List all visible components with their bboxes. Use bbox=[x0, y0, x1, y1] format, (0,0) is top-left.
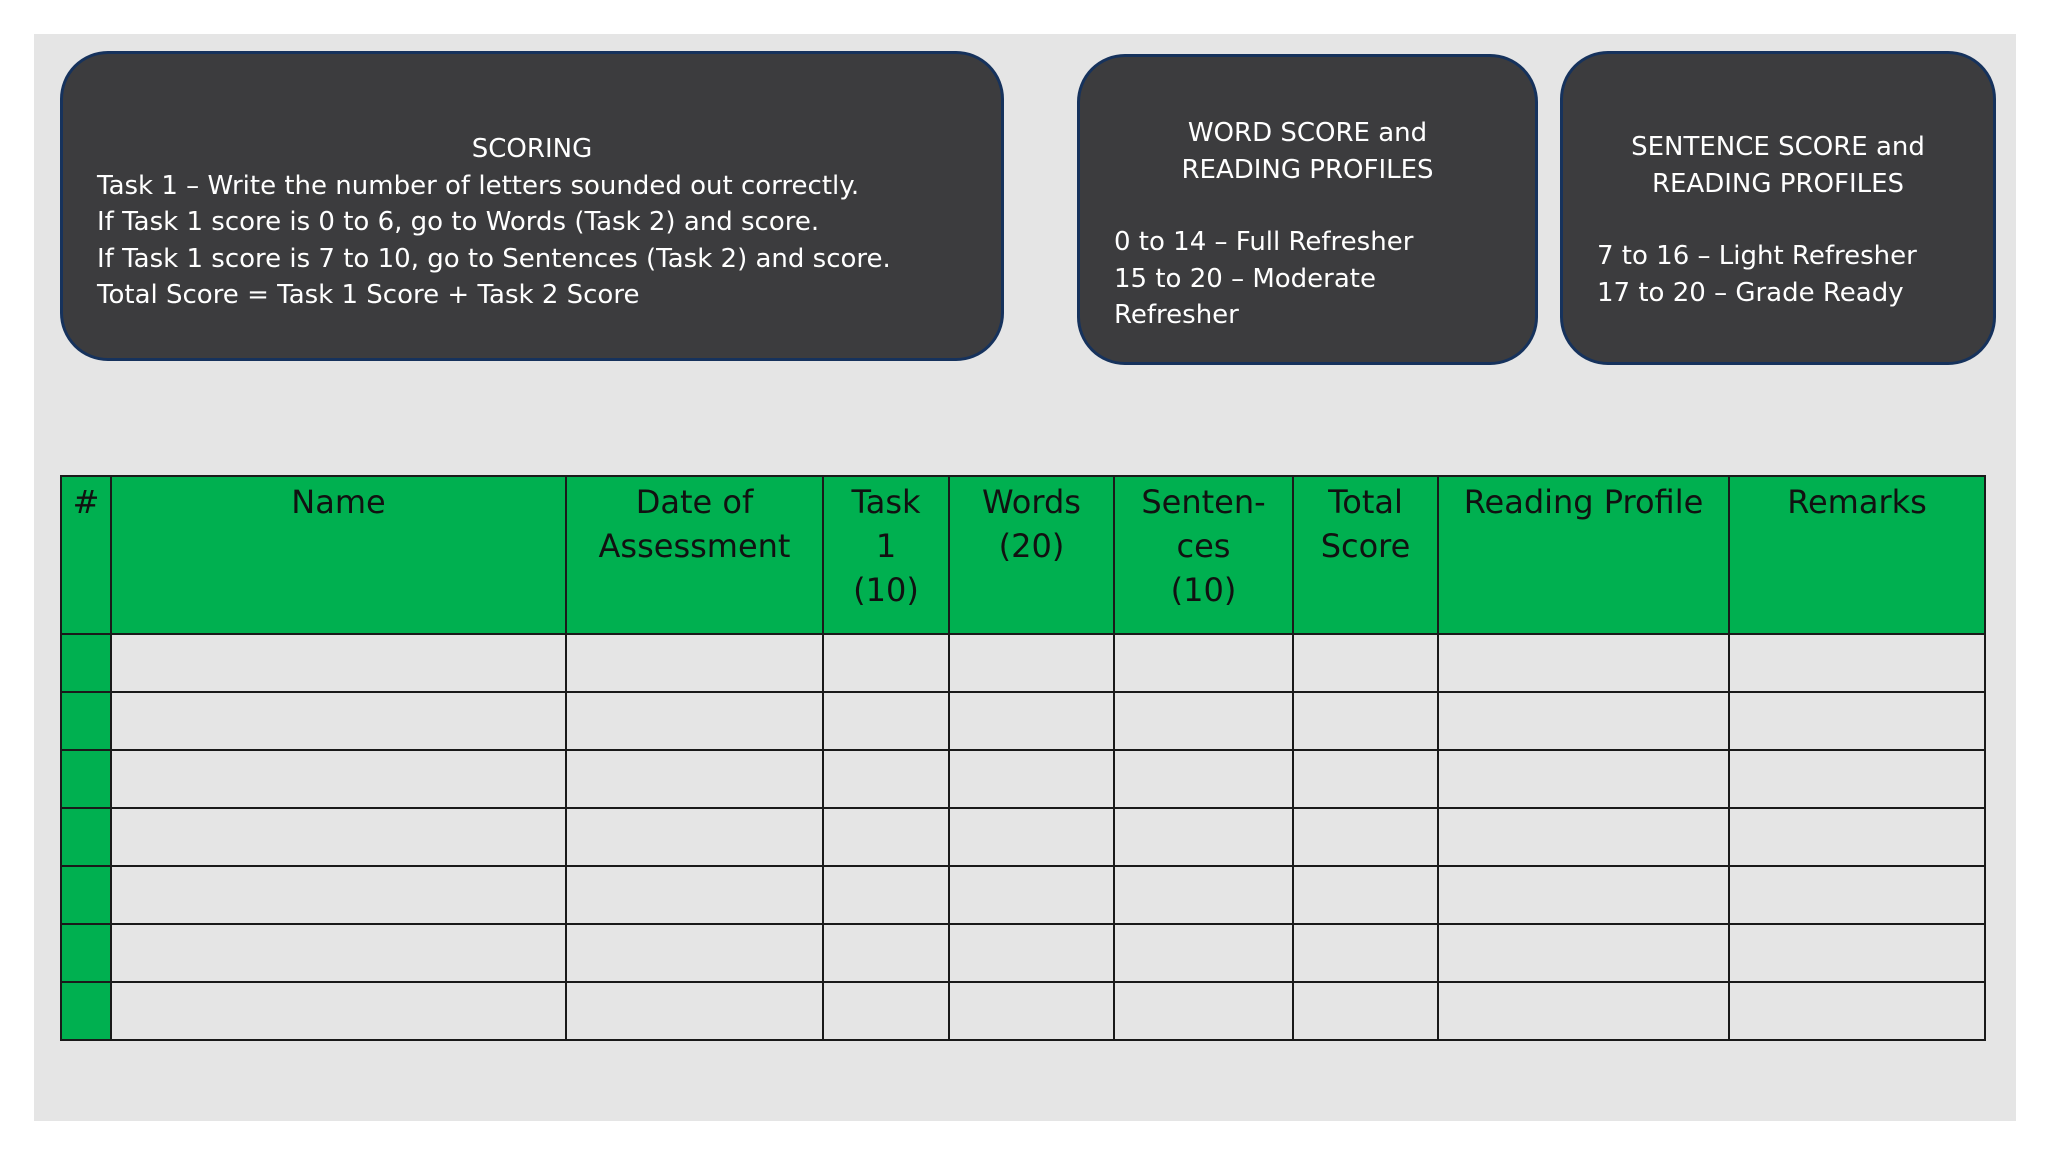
cell-date-of-assessment[interactable] bbox=[566, 634, 823, 692]
cell-sentences[interactable] bbox=[1114, 692, 1293, 750]
table-row bbox=[61, 692, 1985, 750]
cell-sentences[interactable] bbox=[1114, 634, 1293, 692]
cell-name[interactable] bbox=[111, 924, 566, 982]
cell-total-score[interactable] bbox=[1293, 692, 1438, 750]
sentence-profile-line: 7 to 16 – Light Refresher bbox=[1597, 241, 1917, 271]
cell-words[interactable] bbox=[949, 982, 1114, 1040]
cell-number[interactable] bbox=[61, 750, 111, 808]
cell-total-score[interactable] bbox=[1293, 634, 1438, 692]
cell-date-of-assessment[interactable] bbox=[566, 808, 823, 866]
sentence-profiles-title: SENTENCE SCORE and READING PROFILES bbox=[1631, 132, 1925, 199]
cell-sentences[interactable] bbox=[1114, 866, 1293, 924]
cell-sentences[interactable] bbox=[1114, 808, 1293, 866]
cell-words[interactable] bbox=[949, 808, 1114, 866]
cell-words[interactable] bbox=[949, 634, 1114, 692]
word-profiles-box bbox=[1077, 54, 1538, 365]
cell-remarks[interactable] bbox=[1729, 808, 1985, 866]
cell-name[interactable] bbox=[111, 982, 566, 1040]
cell-number[interactable] bbox=[61, 924, 111, 982]
cell-task-1[interactable] bbox=[823, 634, 949, 692]
table-row bbox=[61, 750, 1985, 808]
cell-remarks[interactable] bbox=[1729, 692, 1985, 750]
cell-task-1[interactable] bbox=[823, 982, 949, 1040]
cell-reading-profile[interactable] bbox=[1438, 634, 1729, 692]
scoring-line: If Task 1 score is 0 to 6, go to Words (Task 2) and score. bbox=[97, 207, 820, 237]
cell-date-of-assessment[interactable] bbox=[566, 750, 823, 808]
cell-number[interactable] bbox=[61, 982, 111, 1040]
header-reading-profile: Reading Profile bbox=[1438, 476, 1729, 634]
assessment-table bbox=[60, 475, 1986, 1041]
cell-sentences[interactable] bbox=[1114, 982, 1293, 1040]
word-profiles-title: WORD SCORE and READING PROFILES bbox=[1181, 118, 1434, 185]
table-row bbox=[61, 924, 1985, 982]
sentence-profile-line: 17 to 20 – Grade Ready bbox=[1597, 277, 1904, 308]
word-profile-line: 15 to 20 – Moderate Refresher bbox=[1114, 263, 1376, 330]
cell-remarks[interactable] bbox=[1729, 750, 1985, 808]
scoring-title: SCORING bbox=[471, 134, 593, 164]
cell-name[interactable] bbox=[111, 750, 566, 808]
word-profile-line: 0 to 14 – Full Refresher bbox=[1114, 227, 1414, 257]
cell-words[interactable] bbox=[949, 866, 1114, 924]
cell-sentences[interactable] bbox=[1114, 924, 1293, 982]
table-row bbox=[61, 866, 1985, 924]
table-row bbox=[61, 808, 1985, 866]
cell-remarks[interactable] bbox=[1729, 866, 1985, 924]
cell-total-score[interactable] bbox=[1293, 808, 1438, 866]
cell-reading-profile[interactable] bbox=[1438, 692, 1729, 750]
cell-name[interactable] bbox=[111, 692, 566, 750]
cell-number[interactable] bbox=[61, 692, 111, 750]
cell-remarks[interactable] bbox=[1729, 634, 1985, 692]
cell-number[interactable] bbox=[61, 634, 111, 692]
scoring-line: If Task 1 score is 7 to 10, go to Sentences (Task 2) and score. bbox=[97, 243, 891, 274]
cell-number[interactable] bbox=[61, 808, 111, 866]
cell-name[interactable] bbox=[111, 634, 566, 692]
cell-task-1[interactable] bbox=[823, 692, 949, 750]
cell-task-1[interactable] bbox=[823, 750, 949, 808]
cell-task-1[interactable] bbox=[823, 924, 949, 982]
table-body bbox=[61, 634, 1985, 1040]
scoring-line: Task 1 – Write the number of letters sounded out correctly. bbox=[97, 170, 860, 201]
cell-sentences[interactable] bbox=[1114, 750, 1293, 808]
cell-date-of-assessment[interactable] bbox=[566, 982, 823, 1040]
header-sentences: Senten- ces (10) bbox=[1114, 476, 1293, 634]
cell-date-of-assessment[interactable] bbox=[566, 924, 823, 982]
cell-task-1[interactable] bbox=[823, 866, 949, 924]
header-words: Words (20) bbox=[949, 476, 1114, 634]
header-date-of-assessment: Date of Assessment bbox=[566, 476, 823, 634]
cell-words[interactable] bbox=[949, 692, 1114, 750]
cell-remarks[interactable] bbox=[1729, 924, 1985, 982]
header-total-score: Total Score bbox=[1293, 476, 1438, 634]
table-header-row bbox=[61, 476, 1985, 634]
cell-total-score[interactable] bbox=[1293, 924, 1438, 982]
header-task-1: Task 1 (10) bbox=[823, 476, 949, 634]
cell-task-1[interactable] bbox=[823, 808, 949, 866]
cell-date-of-assessment[interactable] bbox=[566, 866, 823, 924]
cell-words[interactable] bbox=[949, 924, 1114, 982]
cell-name[interactable] bbox=[111, 808, 566, 866]
cell-total-score[interactable] bbox=[1293, 750, 1438, 808]
cell-reading-profile[interactable] bbox=[1438, 924, 1729, 982]
cell-number[interactable] bbox=[61, 866, 111, 924]
cell-reading-profile[interactable] bbox=[1438, 866, 1729, 924]
sentence-profiles-box bbox=[1560, 51, 1996, 365]
table-row bbox=[61, 982, 1985, 1040]
cell-words[interactable] bbox=[949, 750, 1114, 808]
table-row bbox=[61, 634, 1985, 692]
header-remarks: Remarks bbox=[1729, 476, 1985, 634]
header-name: Name bbox=[111, 476, 566, 634]
cell-reading-profile[interactable] bbox=[1438, 808, 1729, 866]
cell-reading-profile[interactable] bbox=[1438, 750, 1729, 808]
header-number: # bbox=[61, 476, 111, 634]
cell-total-score[interactable] bbox=[1293, 982, 1438, 1040]
slide bbox=[34, 34, 2016, 1121]
cell-name[interactable] bbox=[111, 866, 566, 924]
scoring-line: Total Score = Task 1 Score + Task 2 Score bbox=[97, 280, 640, 310]
cell-total-score[interactable] bbox=[1293, 866, 1438, 924]
cell-reading-profile[interactable] bbox=[1438, 982, 1729, 1040]
cell-date-of-assessment[interactable] bbox=[566, 692, 823, 750]
cell-remarks[interactable] bbox=[1729, 982, 1985, 1040]
scoring-box bbox=[60, 51, 1004, 361]
